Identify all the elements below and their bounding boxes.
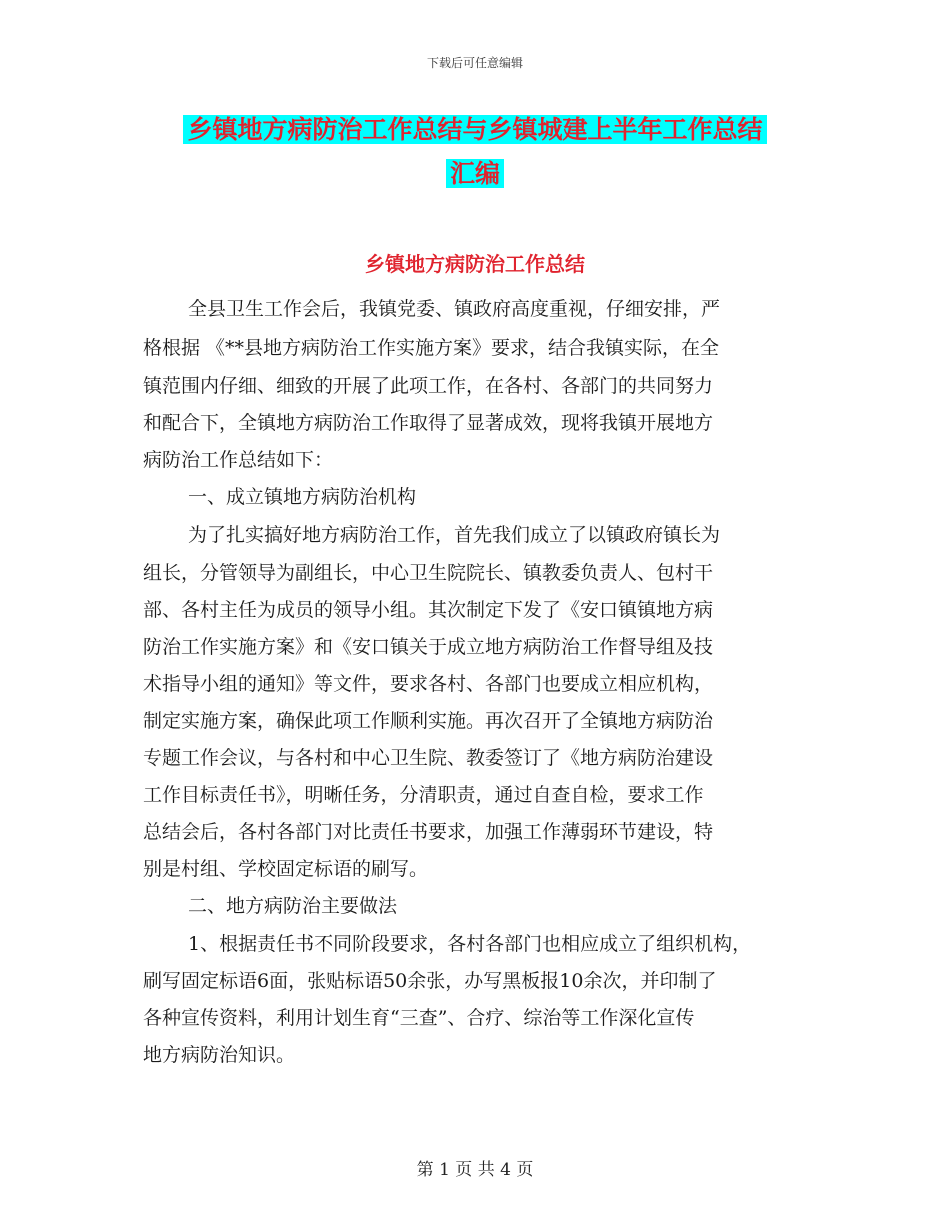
header-note: 下载后可任意编辑: [426, 56, 523, 70]
body-line: 别是村组、学校固定标语的刷写。: [143, 858, 429, 880]
body-line: 制定实施方案，确保此项工作顺利实施。再次召开了全镇地方病防治: [143, 710, 714, 732]
document-title-text-2: 汇编: [446, 159, 504, 188]
body-line: 防治工作实施方案》和《安口镇关于成立地方病防治工作督导组及技: [143, 636, 714, 658]
body-line: 病防治工作总结如下：: [143, 449, 334, 471]
body-line: 地方病防治知识。: [143, 1044, 296, 1066]
document-title-text-1: 乡镇地方病防治工作总结与乡镇城建上半年工作总结: [183, 115, 766, 144]
body-line: 为了扎实搞好地方病防治工作，首先我们成立了以镇政府镇长为: [188, 524, 721, 546]
document-title-line-1: [0, 112, 950, 148]
heading-line: 一、成立镇地方病防治机构: [188, 486, 417, 508]
body-line: 专题工作会议，与各村和中心卫生院、教委签订了《地方病防治建设: [143, 747, 714, 769]
page-number-footer: 第 1 页 共 4 页: [416, 1160, 534, 1180]
body-line: 工作目标责任书》，明晰任务，分清职责，通过自查自检，要求工作: [143, 784, 704, 806]
body-line: 组长，分管领导为副组长，中心卫生院院长、镇教委负责人、包村干: [143, 562, 714, 584]
heading-line: 二、地方病防治主要做法: [188, 895, 398, 917]
body-line: 镇范围内仔细、细致的开展了此项工作，在各村、各部门的共同努力: [143, 375, 714, 397]
body-line: 各种宣传资料，利用计划生育“三查”、合疗、综治等工作深化宣传: [143, 1007, 695, 1029]
section-title: 乡镇地方病防治工作总结: [365, 252, 585, 276]
body-line: 和配合下，全镇地方病防治工作取得了显著成效，现将我镇开展地方: [143, 412, 714, 434]
body-line: 格根据 《**县地方病防治工作实施方案》要求，结合我镇实际，在全: [143, 337, 720, 359]
body-line: 刷写固定标语6面，张贴标语50余张，办写黑板报10余次，并印制了: [143, 970, 717, 992]
body-line: 1、根据责任书不同阶段要求，各村各部门也相应成立了组织机构，: [188, 933, 752, 955]
body-line: 部、各村主任为成员的领导小组。其次制定下发了《安口镇镇地方病: [143, 599, 714, 621]
body-line: 术指导小组的通知》等文件，要求各村、各部门也要成立相应机构，: [143, 673, 714, 695]
body-line: 总结会后，各村各部门对比责任书要求，加强工作薄弱环节建设，特: [143, 821, 714, 843]
body-line: 全县卫生工作会后，我镇党委、镇政府高度重视，仔细安排，严: [188, 298, 721, 320]
document-title-line-2: [0, 156, 950, 192]
